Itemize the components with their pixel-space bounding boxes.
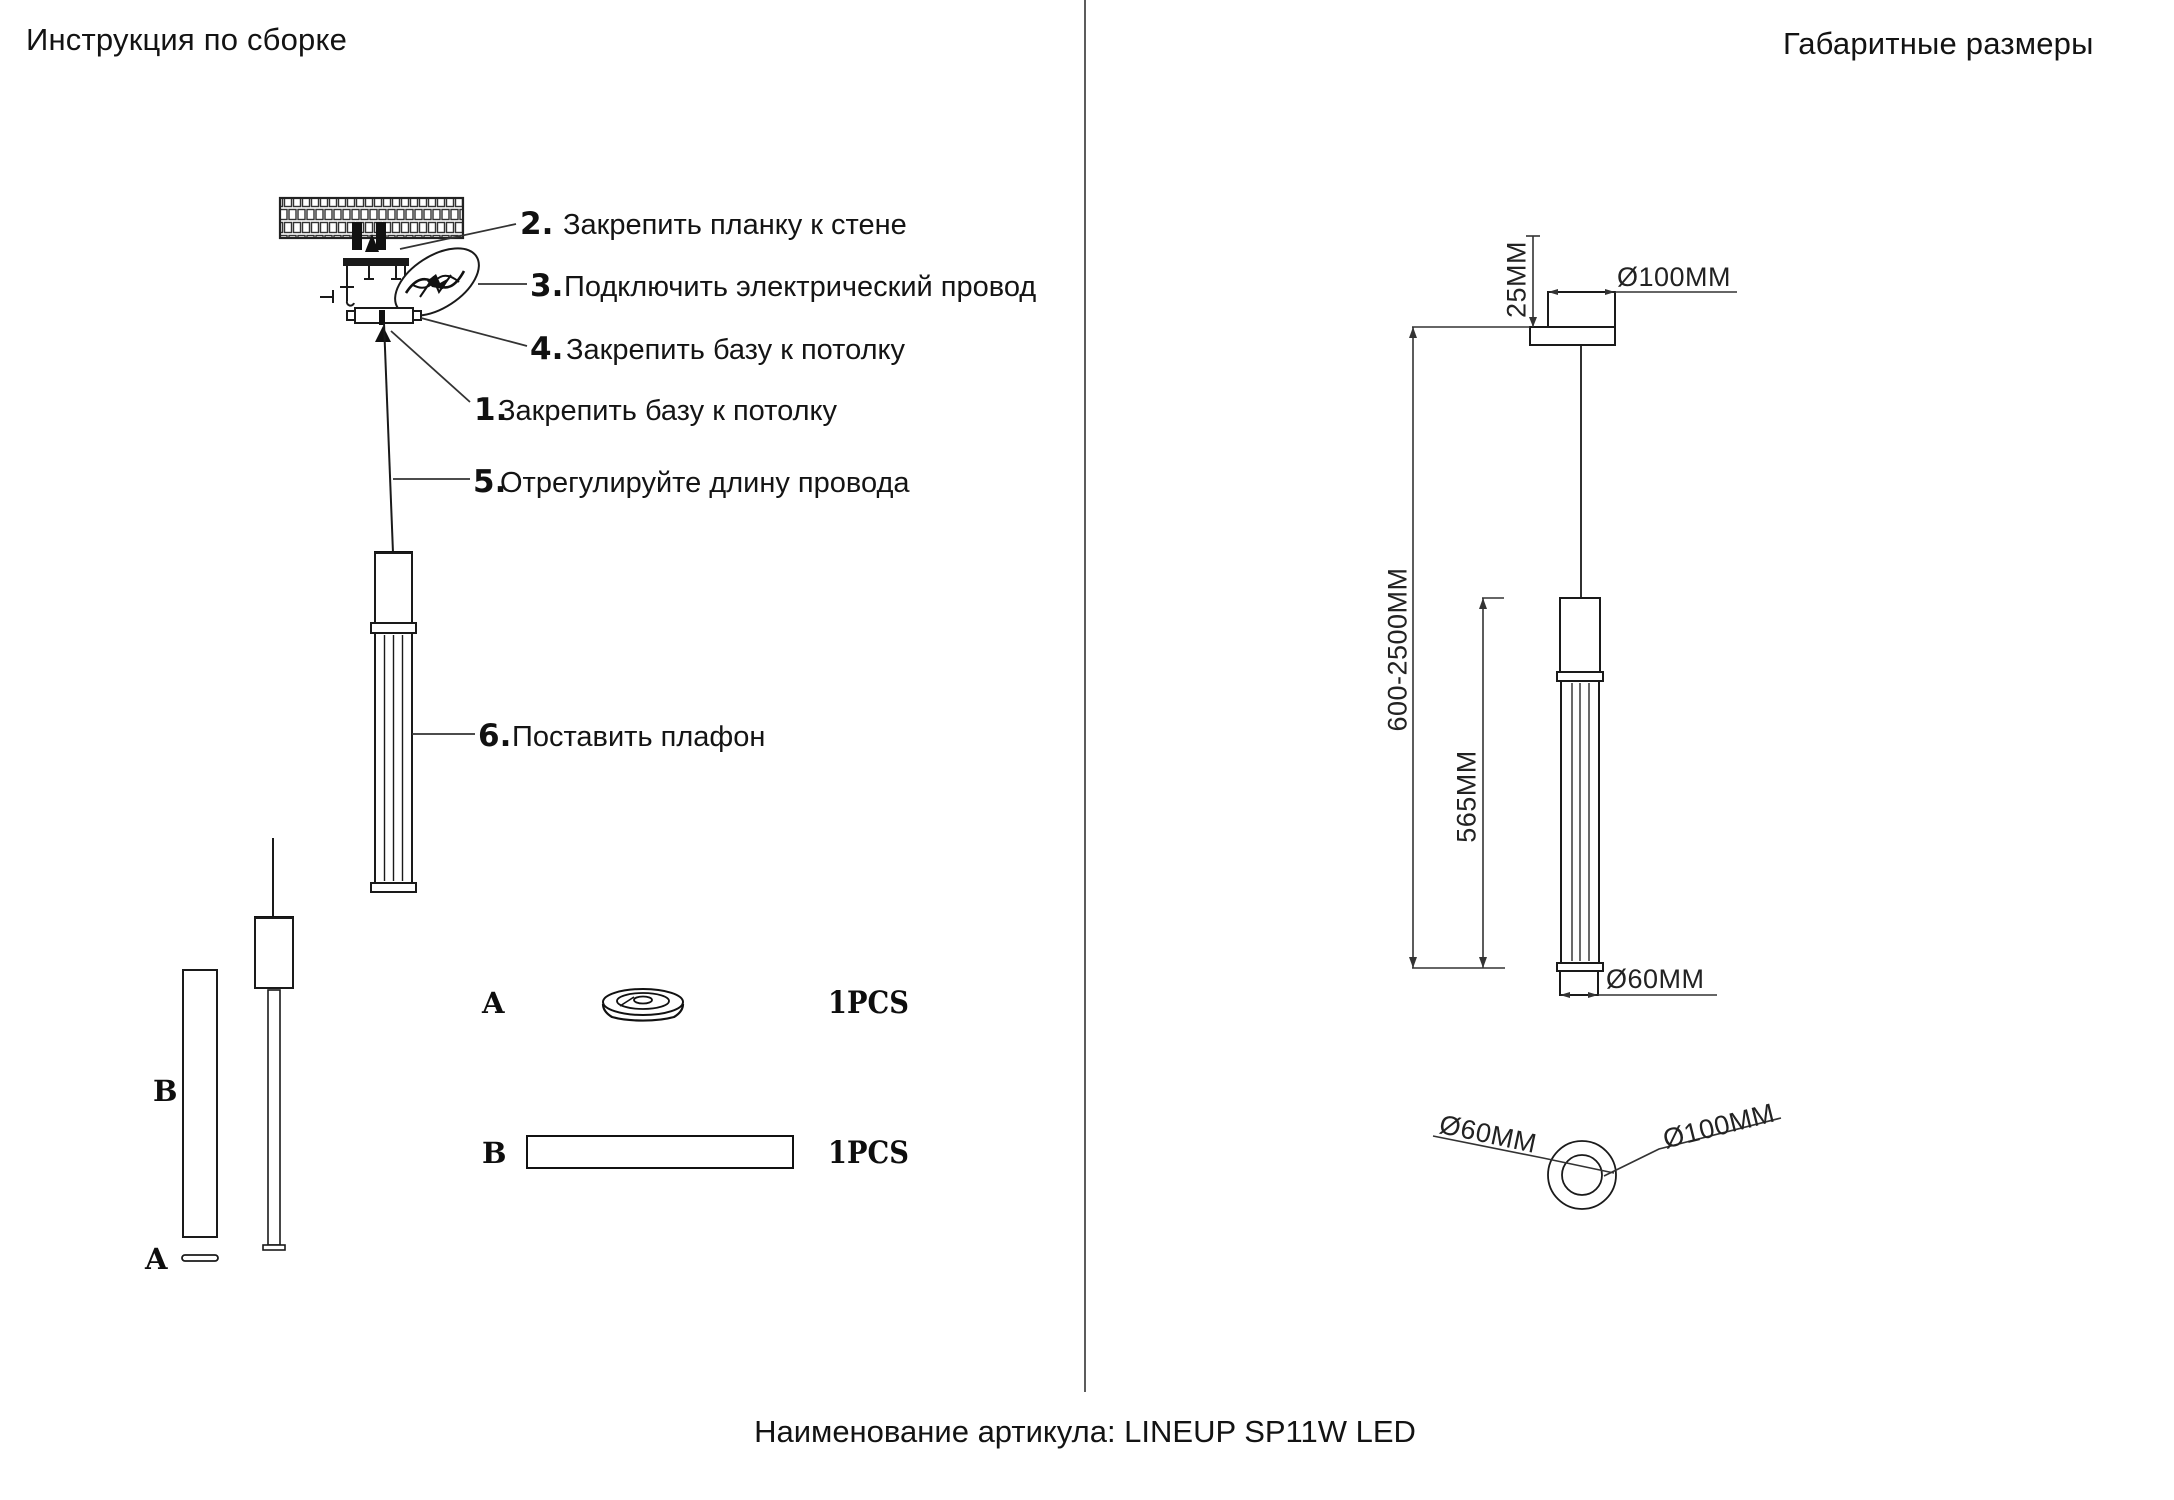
step-4-number: 4.	[530, 331, 564, 367]
dim-shade-length: 565MM	[1451, 750, 1482, 843]
component-a-label: A	[145, 1242, 168, 1276]
canopy-drawing	[1530, 292, 1615, 345]
step-6-label: Поставить плафон	[512, 721, 766, 753]
part-b-bar-drawing	[527, 1136, 793, 1168]
component-a-ring-side-drawing	[182, 1255, 218, 1261]
step-5-label: Отрегулируйте длину провода	[500, 467, 910, 499]
dim-canopy-diameter: Ø100MM	[1617, 262, 1732, 292]
step-3-label: Подключить электрический провод	[564, 271, 1037, 303]
dim-bottom-view-inner: Ø60MM	[1436, 1109, 1540, 1159]
step-1-number: 1.	[474, 392, 508, 428]
parts-list-b-qty: 1PCS	[828, 1135, 909, 1171]
wall-section-drawing	[280, 198, 463, 252]
step-4-label: Закрепить базу к потолку	[566, 334, 906, 366]
pendant-lamp-drawing	[371, 551, 416, 892]
parts-list-a-qty: 1PCS	[828, 985, 909, 1021]
parts-list-b-key: B	[482, 1136, 507, 1170]
left-panel-title: Инструкция по сборке	[26, 22, 348, 57]
dim-suspension-range: 600-2500MM	[1382, 567, 1413, 732]
component-rod-assembly-drawing	[254, 838, 294, 1250]
step-3-number: 3.	[530, 268, 564, 304]
right-panel-title: Габаритные размеры	[1783, 26, 2094, 61]
component-b-label: B	[153, 1074, 178, 1108]
step-5-number: 5.	[473, 464, 507, 500]
step-1-label: Закрепить базу к потолку	[498, 395, 838, 427]
step-2-label: Закрепить планку к стене	[563, 209, 907, 241]
article-name-footer: Наименование артикула: LINEUP SP11W LED	[754, 1414, 1416, 1449]
parts-list-a-key: A	[482, 986, 505, 1020]
dim-shade-diameter: Ø60MM	[1606, 964, 1705, 994]
dim-bottom-view-outer: Ø100MM	[1659, 1097, 1778, 1155]
step-6-number: 6.	[478, 718, 512, 754]
part-a-ring-drawing	[603, 989, 683, 1021]
suspension-cord	[384, 323, 393, 553]
lamp-body-dim-drawing	[1557, 598, 1603, 995]
dim-canopy-height: 25MM	[1501, 241, 1532, 319]
wire-ends-symbol	[320, 288, 354, 306]
step-2-number: 2.	[520, 206, 554, 242]
component-b-shade-drawing	[183, 970, 217, 1237]
up-arrow-icon	[375, 326, 391, 342]
